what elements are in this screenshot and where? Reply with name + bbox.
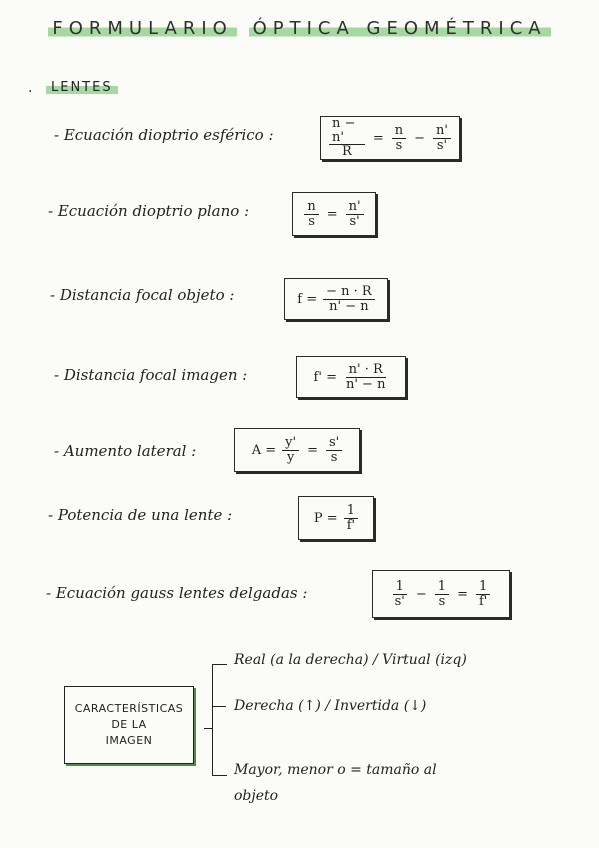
section-heading: [46, 80, 118, 95]
formula-gauss: $\frac{1}{s'}$ − $\frac{1}{s}$ = $\frac{1}{f'}$: [372, 570, 510, 618]
characteristics-box: [64, 686, 194, 764]
formula-dioptrio-plano: $\frac{n}{s}$ = $\frac{n'}{s'}$: [292, 192, 376, 236]
formula-dioptrio-esferico: $\frac{n - n'}{R}$ = $\frac{n}{s}$ − $\frac{n'}{s'}$: [320, 116, 460, 160]
formula-focal-imagen: f' = $\frac{n' \cdot R}{n' - n}$: [296, 356, 406, 398]
characteristic-tamano: Mayor, menor o = tamaño al: [234, 762, 437, 778]
item-label-dioptrio-esferico: - Ecuación dioptrio esférico :: [54, 126, 274, 144]
item-label-dioptrio-plano: - Ecuación dioptrio plano :: [48, 202, 250, 220]
section-heading-text: LENTES: [46, 80, 118, 95]
fraction: $\frac{n'}{s'}$: [433, 124, 451, 152]
section-bullet: ·: [28, 84, 33, 100]
characteristics-box-line: IMAGEN: [105, 733, 153, 747]
fraction: $\frac{1}{s'}$: [392, 580, 408, 608]
fraction: $\frac{n - n'}{R}$: [329, 117, 365, 159]
brace: [212, 664, 227, 776]
page-title: [0, 18, 599, 39]
fraction: $\frac{1}{f'}$: [476, 580, 490, 608]
item-label-potencia: - Potencia de una lente :: [48, 506, 233, 524]
characteristic-derecha-invertida: Derecha (↑) / Invertida (↓): [234, 698, 427, 714]
fraction: $\frac{s'}{s}$: [326, 436, 342, 464]
title-word-optica-geometrica: ÓPTICA GEOMÉTRICA: [249, 18, 551, 39]
brace-middle-branch: [212, 706, 226, 707]
characteristic-tamano-cont: objeto: [234, 788, 279, 804]
characteristics-box-line: DE LA: [111, 718, 147, 732]
characteristics-box-line: CARACTERÍSTICAS: [74, 702, 184, 716]
formula-potencia: P = $\frac{1}{f'}$: [298, 496, 374, 540]
fraction: $\frac{y'}{y}$: [282, 436, 299, 464]
formula-aumento-lateral: A = $\frac{y'}{y}$ = $\frac{s'}{s}$: [234, 428, 360, 472]
item-label-focal-objeto: - Distancia focal objeto :: [50, 286, 235, 304]
characteristic-real-virtual: Real (a la derecha) / Virtual (izq): [234, 652, 467, 668]
title-word-formulario: FORMULARIO: [48, 18, 236, 39]
fraction: $\frac{1}{f'}$: [344, 504, 358, 532]
fraction: $\frac{n' \cdot R}{n' - n}$: [345, 361, 386, 392]
fraction: $\frac{1}{s}$: [435, 580, 449, 608]
brace-tick: [204, 728, 212, 729]
fraction: $\frac{n}{s}$: [392, 124, 406, 152]
item-label-focal-imagen: - Distancia focal imagen :: [54, 366, 248, 384]
fraction: $\frac{n'}{s'}$: [346, 200, 364, 228]
fraction: $\frac{- n \cdot R}{n' - n}$: [323, 285, 375, 313]
item-label-gauss: - Ecuación gauss lentes delgadas :: [46, 584, 308, 602]
item-label-aumento-lateral: - Aumento lateral :: [54, 442, 197, 460]
formula-focal-objeto: f = $\frac{- n \cdot R}{n' - n}$: [284, 278, 388, 320]
fraction: $\frac{n}{s}$: [304, 200, 318, 228]
